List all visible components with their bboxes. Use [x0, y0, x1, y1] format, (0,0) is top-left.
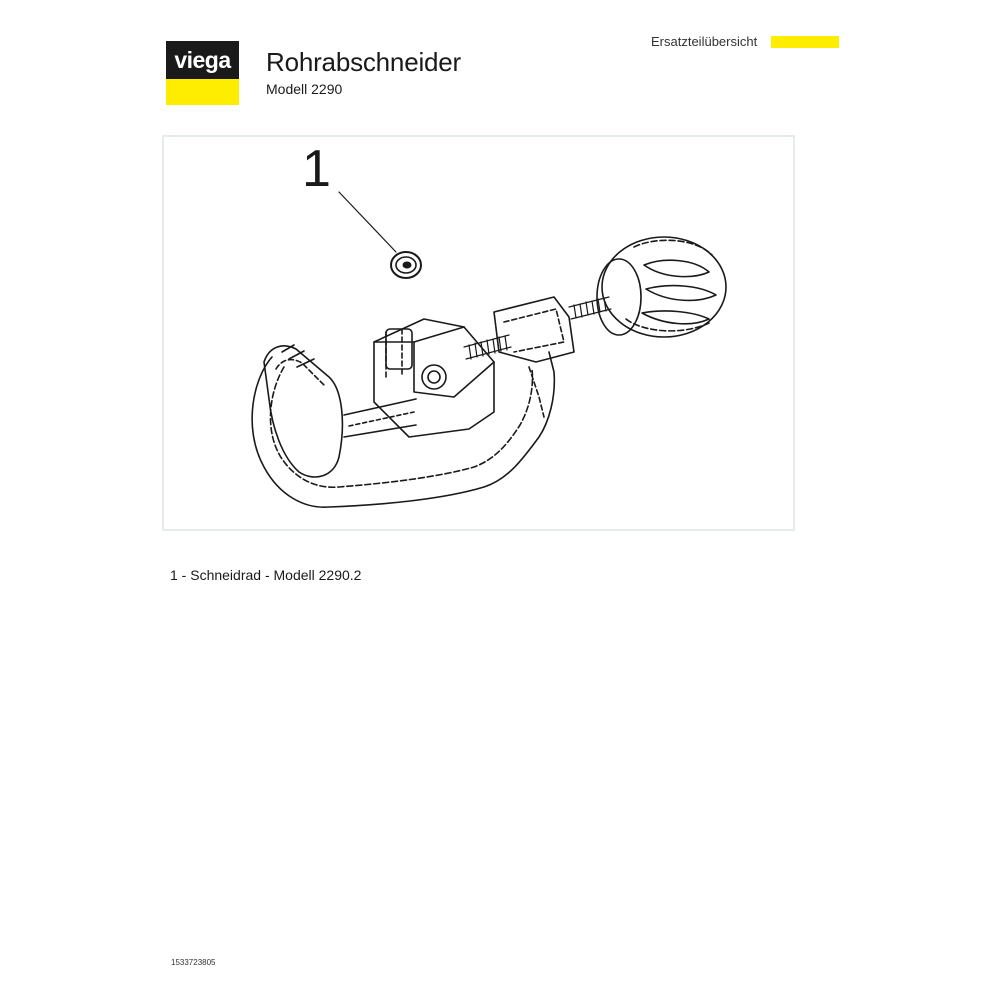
parts-legend: [170, 567, 361, 583]
viega-logo: [166, 41, 239, 105]
model-subtitle: Modell 2290: [266, 81, 343, 97]
legend-item: 1 - Schneidrad - Modell 2290.2: [170, 567, 362, 583]
logo-text: viega: [174, 46, 231, 73]
document-type-marker: [771, 36, 839, 48]
page-title: Rohrabschneider: [266, 47, 462, 77]
document-number: 1533723805: [171, 958, 216, 967]
cutting-wheel-icon: [386, 245, 426, 285]
document-type-label: Ersatzteilübersicht: [651, 34, 758, 49]
tube-cutter-drawing: [164, 137, 797, 533]
part-callout-number: 1: [302, 140, 331, 198]
exploded-view-figure: [162, 135, 795, 531]
